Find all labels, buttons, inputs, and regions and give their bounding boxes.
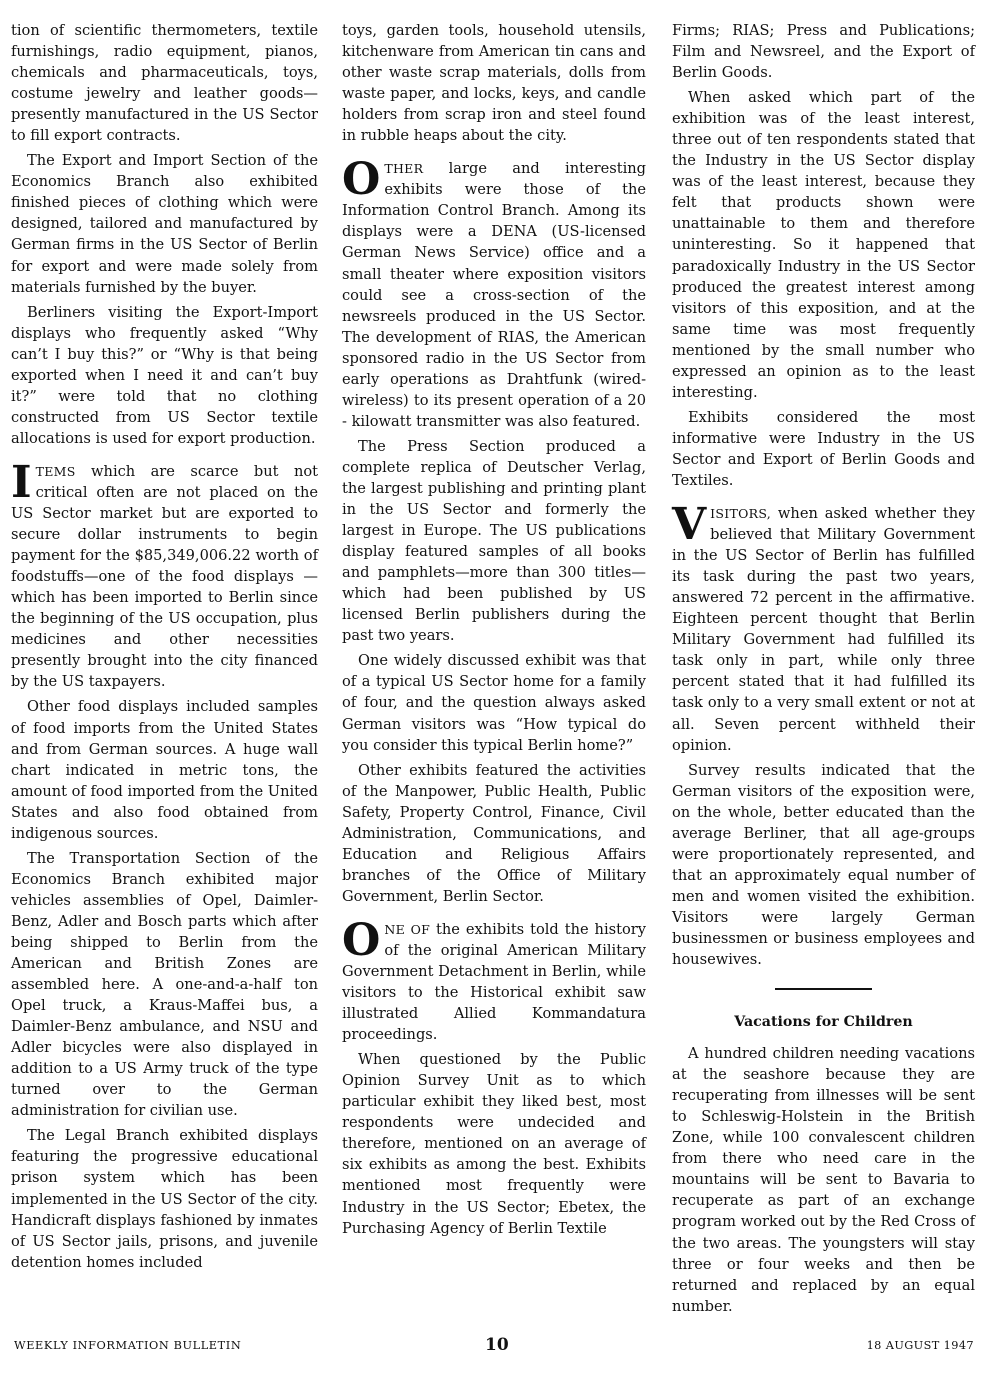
- lead-in-caps: NE OF: [384, 921, 431, 937]
- paragraph-text: large and interesting exhibits were those of the Information Control Branch. Among its displays were a DENA (US-licensed German News Service) office and a small theater where exposition visitors could see a cross-section of the newsreels produced in the US Sector. The development of RIAS, the American sponsored radio in the US Sector from early operations as Drahtfunk (wired-wireless) to its present operation of a 20 - kilowatt transmitter was also featured.: [342, 160, 646, 430]
- paragraph: The Export and Import Section of the Economics Branch also exhibited finished pieces of clothing which were designed, tailored and manufactured by German firms in the US Sector of Berlin for export and were made solely from materials furnished by the buyer.: [11, 152, 318, 296]
- paragraph: When asked which part of the exhibition was of the least interest, three out of ten respondents stated that the Industry in the US Sector display was of the least interest, because they felt that products shown were unattainable to them and therefore uninteresting. So it happened that paradoxically Industry in the US Sector produced the greatest interest among visitors of this exposition, and at the same time was most frequently mentioned by the small number who expressed an opinion as to the least interesting.: [672, 89, 975, 401]
- paragraph: Exhibits considered the most informative were Industry in the US Sector and Export of Berlin Goods and Textiles.: [672, 408, 975, 489]
- paragraph: When questioned by the Public Opinion Survey Unit as to which particular exhibit they liked best, most respondents were undecided and therefore, mentioned on an average of six exhibits as among the best. Exhibits mentioned most frequently were Industry in the US Sector; Ebetex, the Purchasing Agency of Berlin Textile: [342, 1051, 646, 1237]
- page-number: 10: [485, 1335, 509, 1355]
- drop-cap-letter: O: [342, 154, 381, 206]
- text-column-1: [11, 20, 318, 1277]
- page-footer: [0, 1335, 987, 1357]
- paragraph: tion of scientific thermometers, textile furnishings, radio equipment, pianos, chemicals and pharmaceuticals, toys, costume jewelry and leather goods—presently manufactured in the US Sector to fill export contracts.: [11, 22, 318, 145]
- section-divider: [775, 988, 872, 990]
- lead-in-caps: TEMS: [35, 463, 76, 479]
- paragraph-text: which are scarce but not critical often are not placed on the US Sector market but are exported to secure dollar instruments to begin payment for the $85,349,006.22 worth of foodstuffs—one of the food displays —which has been imported to Berlin since the beginning of the US occupation, plus medicines and other necessities presently brought into the city financed by the US taxpayers.: [11, 462, 318, 691]
- paragraph-drop-cap: [342, 914, 646, 1045]
- paragraph: The Press Section produced a complete replica of Deutscher Verlag, the largest publishing and printing plant in the US Sector and formerly the largest in Europe. The US publications display featured samples of all books and pamphlets—more than 300 titles—which had been published by US licensed Berlin publishers during the past two years.: [342, 437, 646, 645]
- paragraph-drop-cap: [11, 456, 318, 693]
- drop-cap-letter: V: [672, 499, 707, 551]
- drop-cap-letter: I: [11, 456, 32, 508]
- paragraph: Firms; RIAS; Press and Publications; Film and Newsreel, and the Export of Berlin Goods.: [672, 22, 975, 82]
- paragraph-drop-cap: [672, 499, 975, 756]
- lead-in-caps: ISITORS,: [710, 506, 772, 522]
- paragraph: Other exhibits featured the activities of the Manpower, Public Health, Public Safety, Property Control, Finance, Civil Administration, Communications, and Education and Religious Affairs branches of the Office of Military Government, Berlin Sector.: [342, 761, 646, 905]
- drop-cap-letter: O: [342, 914, 381, 966]
- paragraph: Other food displays included samples of food imports from the United States and from German sources. A huge wall chart indicated in metric tons, the amount of food imported from the United States and also food obtained from indigenous sources.: [11, 698, 318, 842]
- paragraph: Berliners visiting the Export-Import displays who frequently asked “Why can’t I buy this?” or “Why is that being exported when I need it and can’t buy it?” were told that no clothing constructed from US Sector textile allocations is used for export production.: [11, 303, 318, 447]
- issue-date: 18 AUGUST 1947: [866, 1339, 974, 1352]
- paragraph: A hundred children needing vacations at the seashore because they are recuperating from illnesses will be sent to Schleswig-Holstein in the British Zone, while 100 convalescent children from there who need care in the mountains will be sent to Bavaria to recuperate as part of an exchange program worked out by the Red Cross of the two areas. The youngsters will stay three or four weeks and then be returned and replaced by an equal number.: [672, 1045, 975, 1315]
- paragraph: One widely discussed exhibit was that of a typical US Sector home for a family of four, and the question always asked German visitors was “How typical do you consider this typical Berlin home?”: [342, 652, 646, 754]
- paragraph: The Legal Branch exhibited displays featuring the progressive educational prison system which has been implemented in the US Sector of the city. Handicraft displays fashioned by inmates of US Sector jails, prisons, and juvenile detention homes included: [11, 1127, 318, 1271]
- publication-title: WEEKLY INFORMATION BULLETIN: [14, 1339, 242, 1352]
- text-column-3: [672, 20, 975, 1321]
- paragraph-drop-cap: [342, 154, 646, 432]
- paragraph-text: when asked whether they believed that Military Government in the US Sector of Berlin has fulfilled its task during the past two years, answered 72 percent in the affirmative. Eighteen percent thought that Berlin Military Government had fulfilled its task only in part, while only three percent stated that it had fulfilled its task only to a very small extent or not at all. Seven percent withheld their opinion.: [672, 505, 975, 754]
- paragraph: toys, garden tools, household utensils, kitchenware from American tin cans and other waste scrap materials, dolls from waste paper, and locks, keys, and candle holders from scrap iron and steel found in rubble heaps about the city.: [342, 22, 646, 145]
- text-column-2: [342, 20, 646, 1243]
- lead-in-caps: THER: [384, 161, 424, 177]
- paragraph: The Transportation Section of the Economics Branch exhibited major vehicles assemblies of Opel, Daimler-Benz, Adler and Bosch parts which after being shipped to Berlin from the American and British Zones are assembled here. A one-and-a-half ton Opel truck, a Kraus-Maffei bus, a Daimler-Benz ambulance, and NSU and Adler bicycles were also displayed in addition to a US Army truck of the type turned over to the German administration for civilian use.: [11, 849, 318, 1120]
- section-heading: Vacations for Children: [734, 1014, 913, 1031]
- paragraph-text: the exhibits told the history of the original American Military Government Detachment in Berlin, while visitors to the Historical exhibit saw illustrated Allied Kommandatura proceedings.: [342, 920, 646, 1044]
- paragraph: Survey results indicated that the German visitors of the exposition were, on the whole, better educated than the average Berliner, that all age-groups were proportionately represented, and that an approximately equal number of men and women visited the exhibition. Visitors were largely German businessmen or business employees and housewives.: [672, 761, 975, 969]
